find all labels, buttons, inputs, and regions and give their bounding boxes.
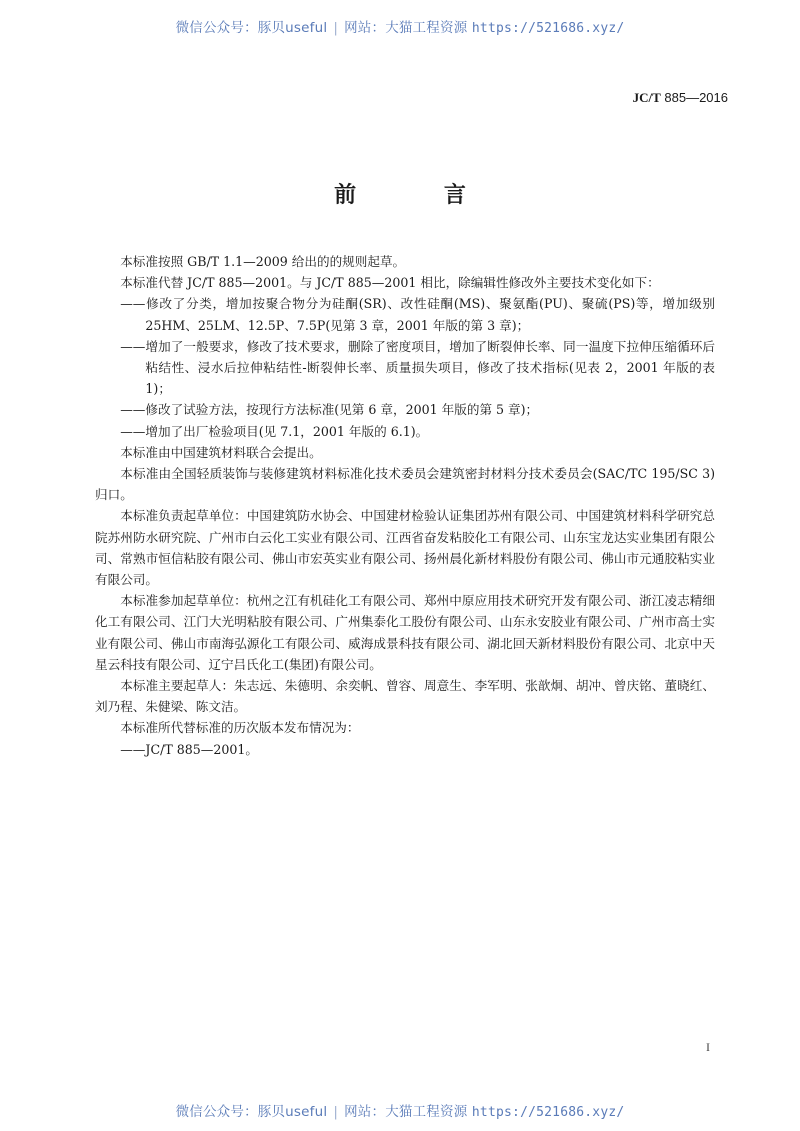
change-item: ——修改了试验方法，按现行方法标准(见第 6 章，2001 年版的第 5 章)； — [120, 402, 539, 418]
watermark-url[interactable]: https://521686.xyz/ — [471, 21, 625, 36]
paragraph: 本标准主要起草人：朱志远、朱德明、余奕帆、曾容、周意生、李军明、张歆炯、胡冲、曾庆铭、董晓红、刘乃程、朱健梁、陈文洁。 — [95, 678, 715, 715]
standard-prefix: JC/T — [632, 90, 661, 105]
watermark-wechat: 微信公众号：豚贝useful — [175, 1104, 328, 1120]
watermark-separator: | — [333, 1104, 339, 1120]
paragraph: 本标准所代替标准的历次版本发布情况为： — [120, 720, 360, 736]
change-item: ——修改了分类，增加按聚合物分为硅酮(SR)、改性硅酮(MS)、聚氨酯(PU)、聚硫(PS)等，增加级别 25HM、25LM、12.5P、7.5P(见第 3 章，2001 年版的第 3 章)； — [120, 296, 715, 333]
watermark-site: 网站：大猫工程资源 — [344, 1104, 468, 1120]
paragraph: 本标准由中国建筑材料联合会提出。 — [120, 444, 322, 460]
paragraph: 本标准代替 JC/T 885—2001。与 JC/T 885—2001 相比，除编辑性修改外主要技术变化如下： — [120, 275, 660, 291]
page-title: 前 言 — [334, 183, 506, 208]
standard-code — [633, 90, 728, 106]
paragraph: 本标准由全国轻质装饰与装修建筑材料标准化技术委员会建筑密封材料分技术委员会(SAC/TC 195/SC 3)归口。 — [95, 466, 715, 503]
watermark-top — [0, 16, 800, 36]
page-number: I — [706, 1040, 710, 1054]
foreword-body — [95, 251, 715, 760]
watermark-bottom — [0, 1100, 800, 1120]
paragraph: 本标准按照 GB/T 1.1—2009 给出的的规则起草。 — [120, 254, 406, 269]
change-item: ——增加了出厂检验项目(见 7.1，2001 年版的 6.1)。 — [120, 423, 429, 439]
paragraph: 本标准负责起草单位：中国建筑防水协会、中国建材检验认证集团苏州有限公司、中国建筑材料科学研究总院苏州防水研究院、广州市白云化工实业有限公司、江西省奋发粘胶化工有限公司、山东宝龙达实业集团有限公司、常熟市恒信粘胶有限公司、佛山市宏英实业有限公司、扬州晨化新材料股份有限公司、佛山市元通胶粘实业有限公司。 — [95, 508, 715, 588]
standard-number: 885—2016 — [664, 90, 728, 105]
watermark-separator: | — [333, 20, 339, 36]
paragraph: 本标准参加起草单位：杭州之江有机硅化工有限公司、郑州中原应用技术研究开发有限公司、浙江凌志精细化工有限公司、江门大光明粘胶有限公司、广州集泰化工股份有限公司、山东永安胶业有限公司、广州市高士实业有限公司、佛山市南海弘源化工有限公司、威海成景科技有限公司、湖北回天新材料股份有限公司、北京中天星云科技有限公司、辽宁吕氏化工(集团)有限公司。 — [95, 593, 715, 672]
watermark-url[interactable]: https://521686.xyz/ — [471, 1105, 625, 1120]
history-item: ——JC/T 885—2001。 — [120, 741, 258, 757]
watermark-site: 网站：大猫工程资源 — [344, 20, 468, 36]
change-item: ——增加了一般要求，修改了技术要求，删除了密度项目，增加了断裂伸长率、同一温度下拉伸压缩循环后粘结性、浸水后拉伸粘结性-断裂伸长率、质量损失项目，修改了技术指标(见表 2，2001 年版的表 1)； — [120, 338, 715, 397]
watermark-wechat: 微信公众号：豚贝useful — [175, 20, 328, 36]
